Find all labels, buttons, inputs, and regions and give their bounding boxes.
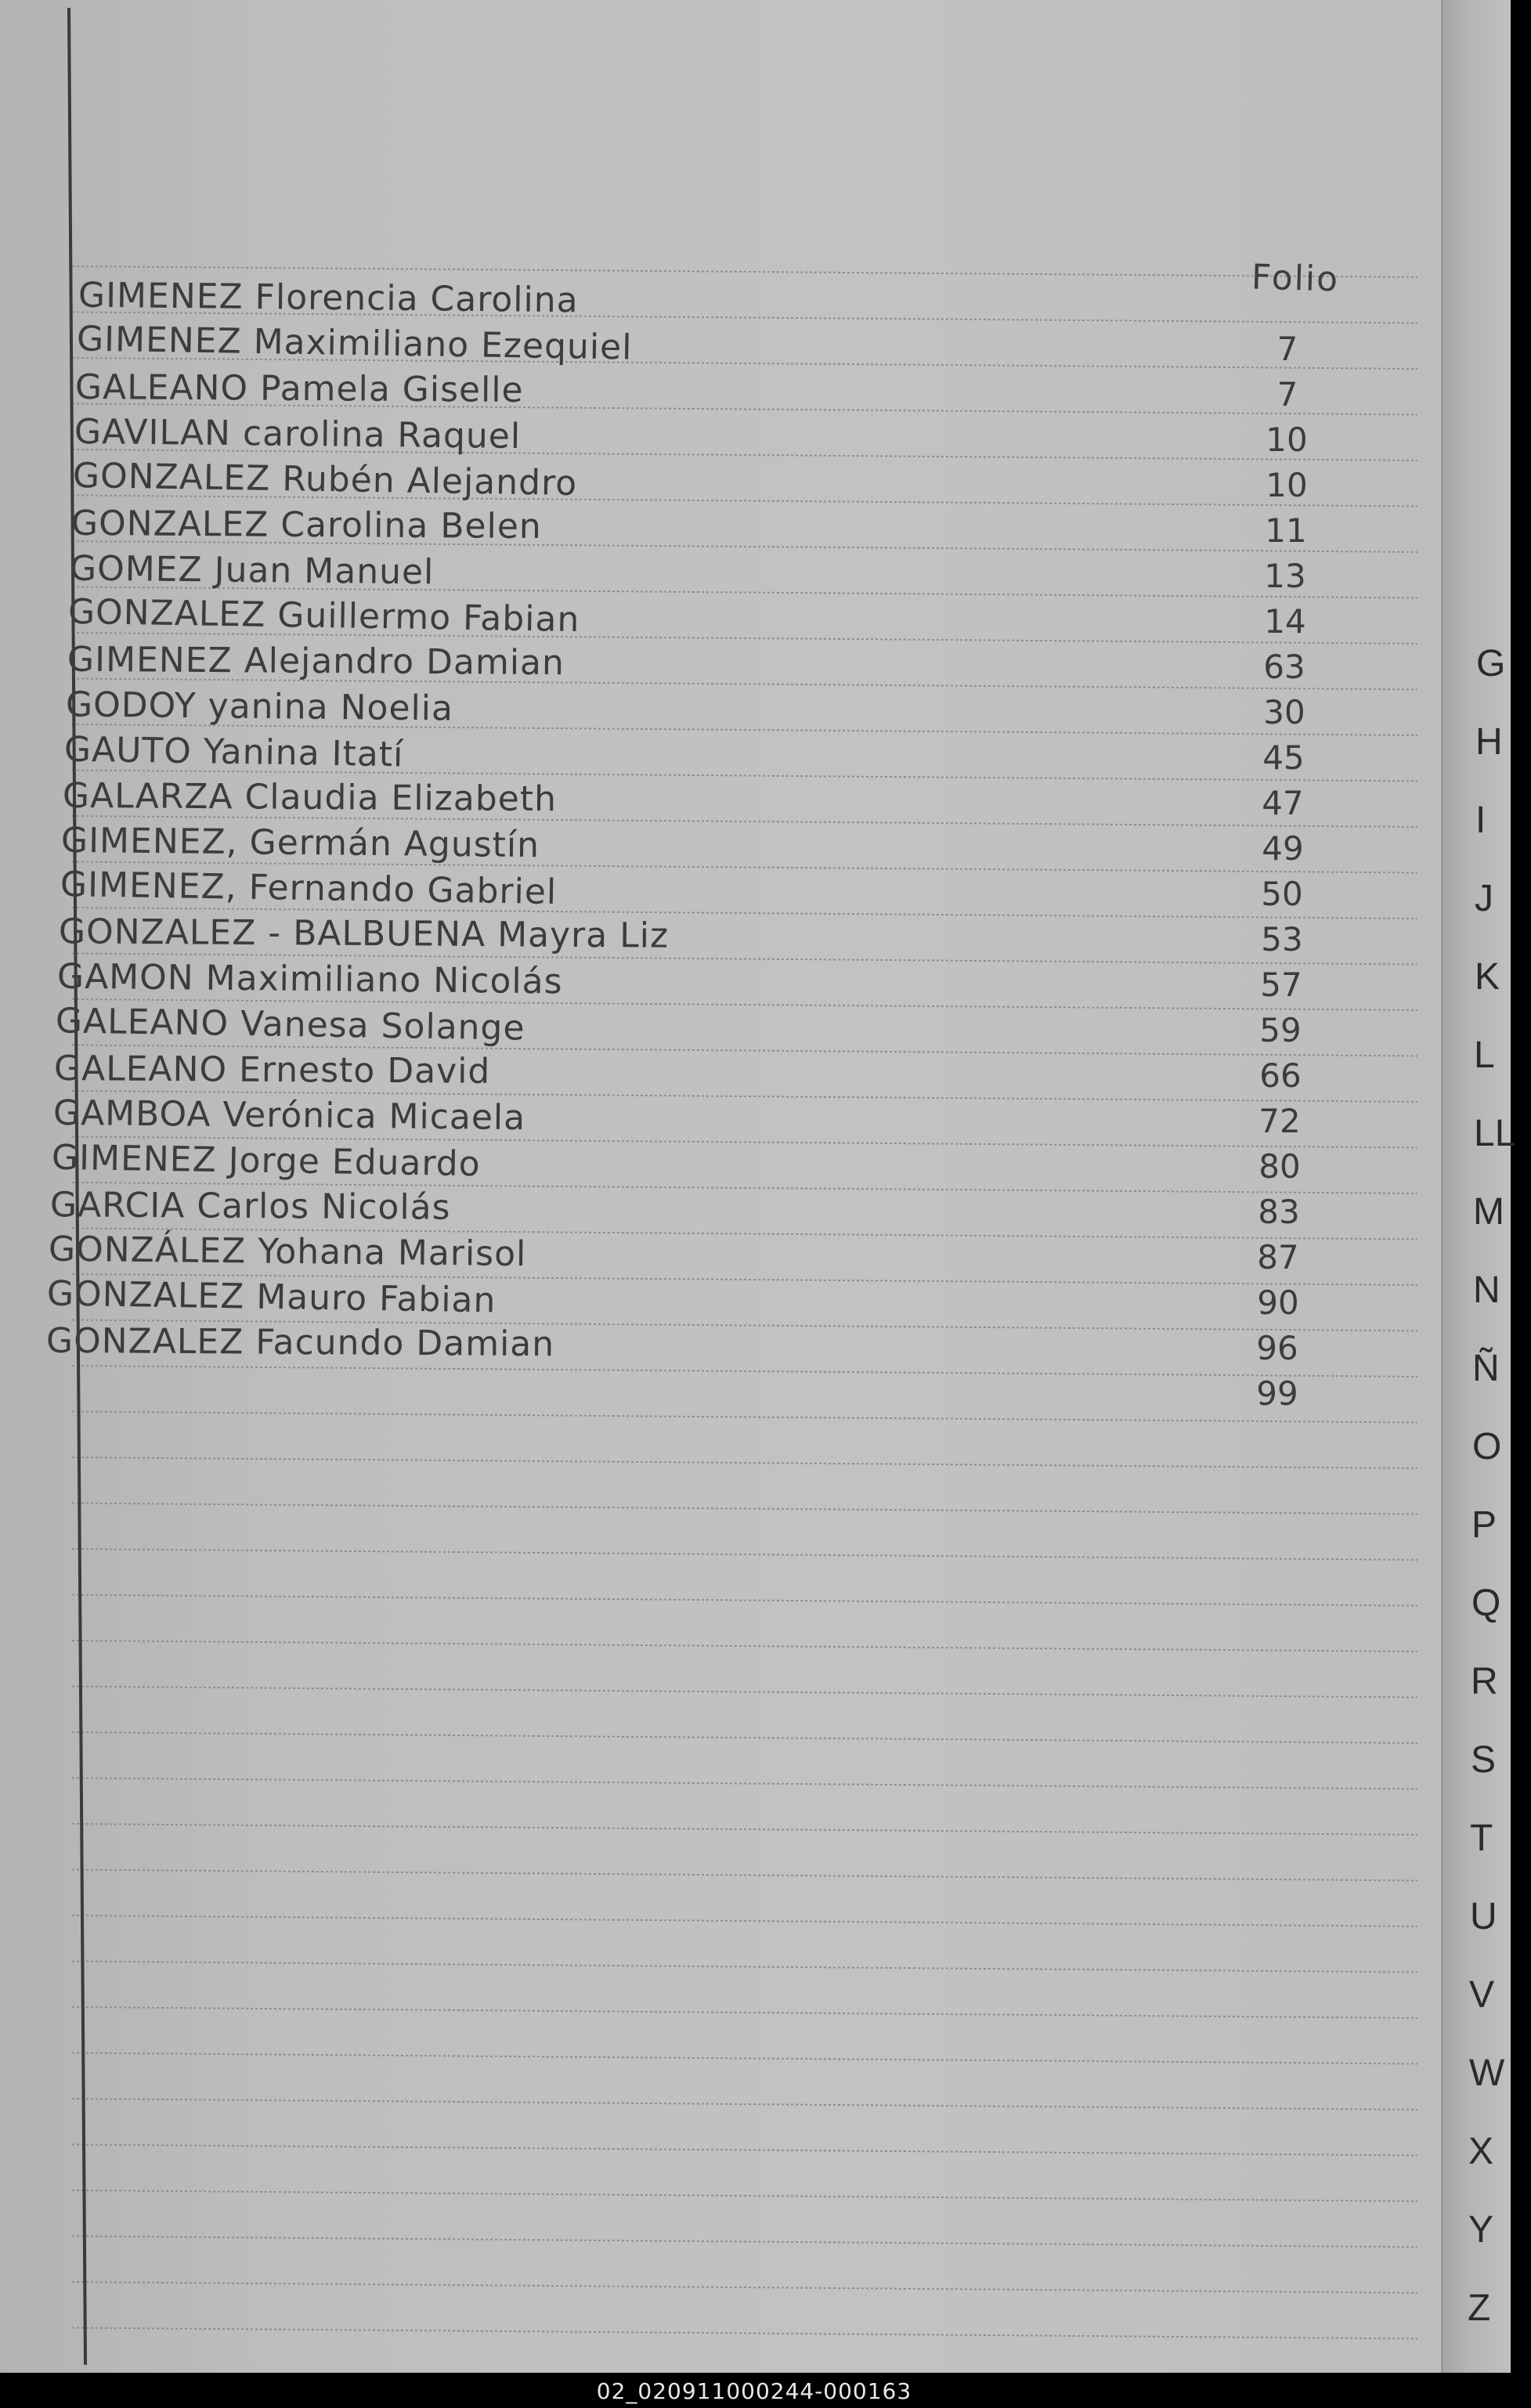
entry-folio: 96 — [1256, 1329, 1298, 1367]
alphabet-tab[interactable]: S — [1471, 1739, 1497, 1781]
entry-folio: 47 — [1262, 784, 1304, 822]
entry-name: GODOY yanina Noelia — [65, 684, 454, 729]
alphabet-tab[interactable]: Q — [1471, 1583, 1501, 1624]
entry-folio: 90 — [1257, 1283, 1299, 1322]
entry-name: GAVILAN carolina Raquel — [74, 412, 522, 457]
alphabet-tab[interactable]: J — [1475, 878, 1493, 919]
image-filename-label: 02_020911000244-000163 — [596, 2378, 912, 2404]
entry-name: GARCIA Carlos Nicolás — [49, 1185, 451, 1228]
alphabet-tab[interactable]: V — [1469, 1974, 1495, 2016]
alphabet-tab[interactable]: U — [1470, 1896, 1497, 1937]
alphabet-tab[interactable]: W — [1469, 2052, 1505, 2094]
alphabet-tab[interactable]: Z — [1468, 2287, 1491, 2329]
entry-folio: 53 — [1261, 920, 1303, 959]
alphabet-tab[interactable]: M — [1473, 1191, 1504, 1233]
entry-folio: 66 — [1259, 1056, 1302, 1095]
entry-name: GOMEZ Juan Manuel — [69, 548, 435, 593]
entry-folio: 87 — [1257, 1238, 1299, 1276]
folio-column-header: Folio — [1251, 257, 1340, 300]
entry-folio: 14 — [1264, 602, 1306, 641]
entry-name: GONZALEZ Carolina Belen — [70, 503, 542, 547]
entry-folio: 59 — [1259, 1011, 1302, 1049]
alphabet-tab[interactable]: Ñ — [1472, 1348, 1500, 1389]
entry-name: GIMENEZ Jorge Eduardo — [51, 1137, 481, 1185]
alphabet-tab[interactable]: R — [1471, 1661, 1498, 1702]
alphabet-tab[interactable]: P — [1471, 1504, 1497, 1546]
alphabet-tab[interactable]: O — [1472, 1426, 1502, 1468]
entry-folio: 57 — [1260, 966, 1302, 1004]
entry-name: GONZALEZ Rubén Alejandro — [72, 455, 578, 504]
entry-name: GIMENEZ, Fernando Gabriel — [60, 865, 558, 912]
entry-name: GONZALEZ Facundo Damian — [45, 1320, 555, 1365]
alphabet-tab[interactable]: LL — [1474, 1113, 1516, 1154]
alphabet-tab[interactable]: X — [1468, 2131, 1494, 2172]
entry-name: GALEANO Ernesto David — [53, 1049, 491, 1092]
alphabet-tab-strip — [1441, 0, 1511, 2373]
entry-folio: 11 — [1265, 511, 1307, 550]
alphabet-tab[interactable]: N — [1473, 1269, 1500, 1311]
entry-folio: 13 — [1264, 557, 1306, 595]
entry-name: GAMON Maximiliano Nicolás — [56, 956, 563, 1002]
alphabet-tab[interactable]: T — [1470, 1818, 1493, 1859]
entry-folio: 63 — [1263, 648, 1305, 686]
entry-name: GAUTO Yanina Itatí — [63, 729, 404, 775]
entry-folio: 99 — [1256, 1374, 1298, 1413]
entry-folio: 45 — [1262, 738, 1305, 777]
entry-name: GONZALEZ Mauro Fabian — [46, 1273, 496, 1321]
entry-name: GONZALEZ Guillermo Fabian — [67, 591, 580, 641]
entry-name: GIMENEZ, Germán Agustín — [60, 820, 540, 866]
entry-folio: 72 — [1258, 1102, 1301, 1140]
entry-folio: 49 — [1262, 829, 1304, 868]
entry-name: GALEANO Vanesa Solange — [55, 1001, 525, 1049]
entry-folio: 10 — [1266, 421, 1308, 459]
alphabet-tab[interactable]: L — [1474, 1034, 1495, 1076]
entry-folio: 7 — [1276, 375, 1298, 413]
entry-name: GALARZA Claudia Elizabeth — [62, 775, 558, 820]
entry-name: GONZALEZ - BALBUENA Mayra Liz — [58, 912, 670, 956]
alphabet-tab[interactable]: I — [1475, 800, 1486, 841]
entry-folio: 30 — [1263, 693, 1305, 731]
entry-name: GIMENEZ Maximiliano Ezequiel — [76, 319, 633, 368]
alphabet-tab[interactable]: G — [1476, 643, 1506, 684]
entry-folio: 10 — [1266, 466, 1308, 504]
alphabet-tab[interactable]: Y — [1468, 2209, 1494, 2251]
entry-name: GAMBOA Verónica Micaela — [52, 1092, 526, 1139]
entry-folio: 7 — [1276, 330, 1298, 368]
entry-name: GIMENEZ Florencia Carolina — [78, 275, 579, 321]
alphabet-tab[interactable]: H — [1475, 721, 1503, 763]
entry-folio: 83 — [1258, 1193, 1300, 1231]
entry-name: GALEANO Pamela Giselle — [74, 367, 524, 410]
entry-name: GONZÁLEZ Yohana Marisol — [48, 1229, 527, 1275]
alphabet-tab[interactable]: K — [1475, 956, 1500, 998]
entry-folio: 50 — [1261, 875, 1303, 913]
entry-name: GIMENEZ Alejandro Damian — [67, 639, 565, 684]
entry-folio: 80 — [1258, 1147, 1301, 1186]
